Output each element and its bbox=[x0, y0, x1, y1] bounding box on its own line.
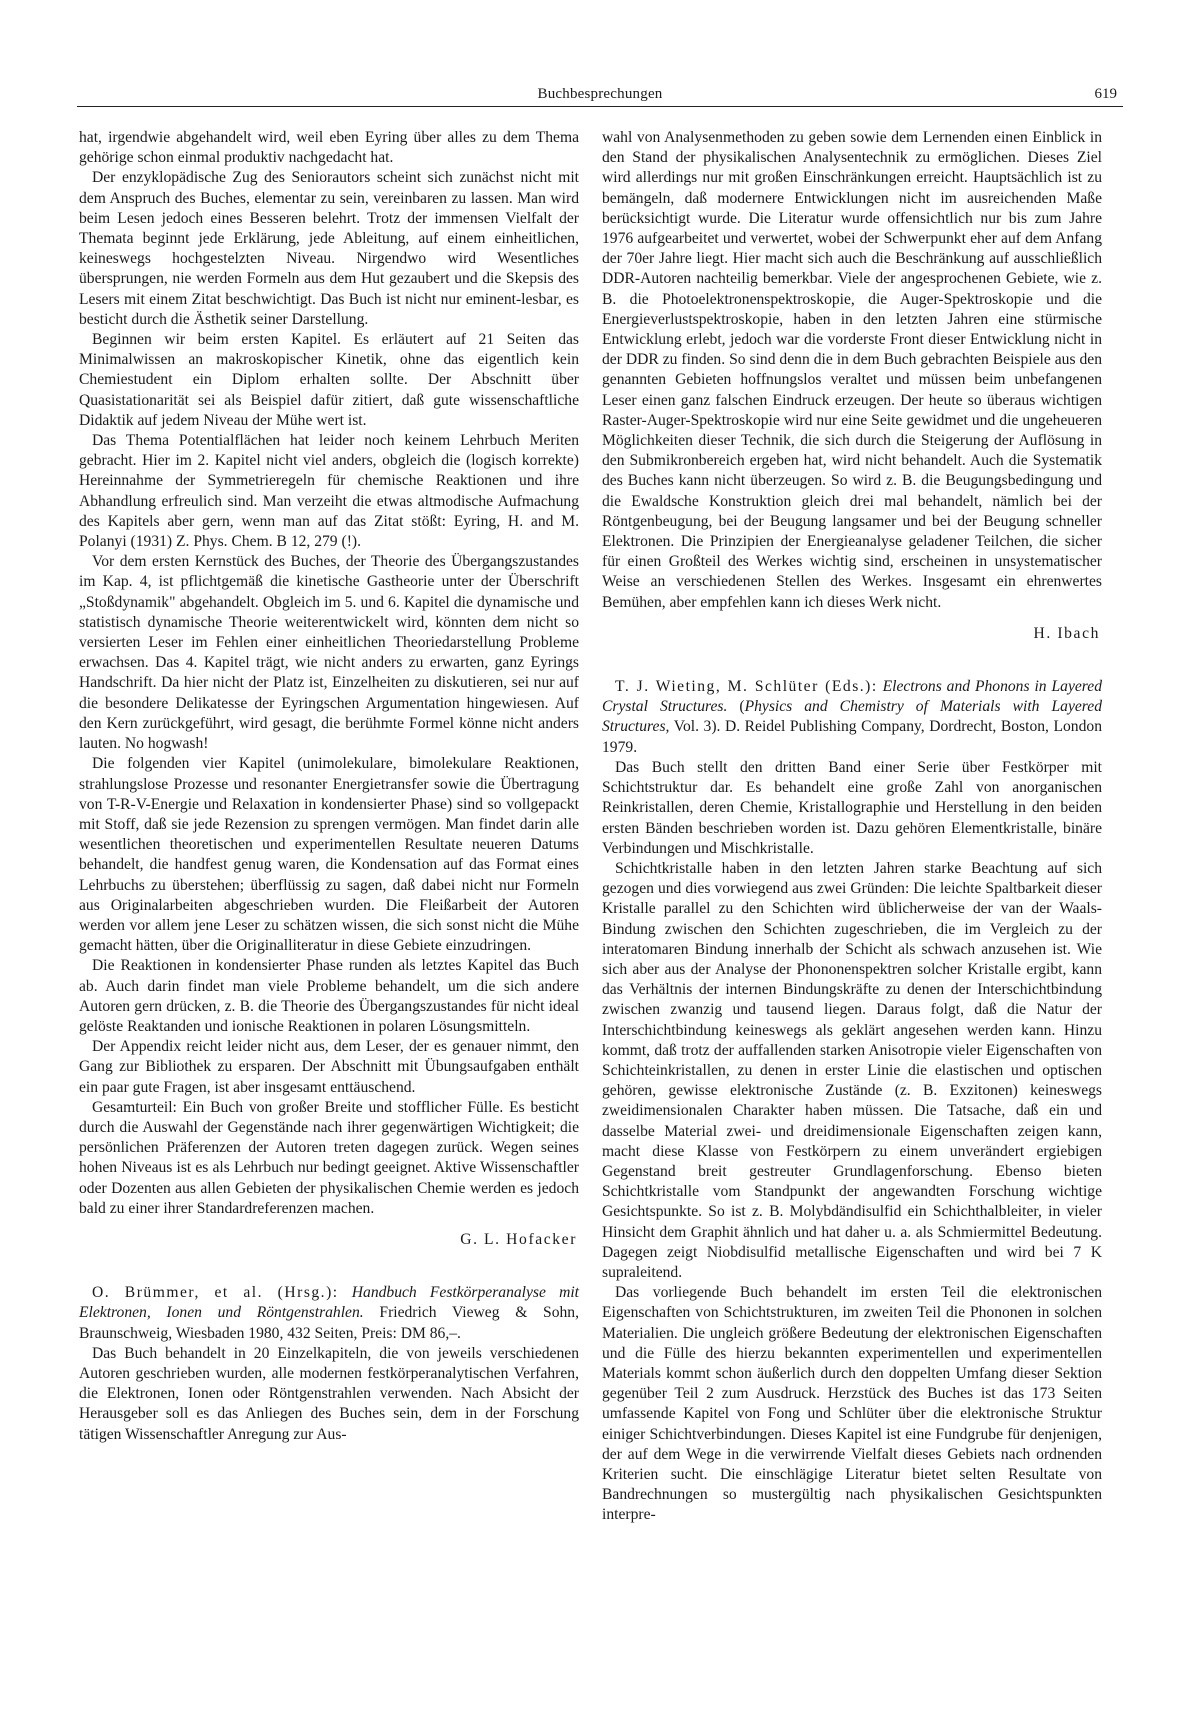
book-series: Physics and Chemistry of Materials with Layered Structures, bbox=[602, 698, 1103, 736]
review2-paragraph: wahl von Analysenmethoden zu geben sowie dem Lernenden einen Einblick in den Stand der physikalischen Analysentechnik zu ermöglichen. Dieses Ziel wird allerdings nur mit großen Einschränkungen erreicht. Hauptsächlich ist zu bemängeln, daß modernere Entwicklungen nicht im ausreichenden Maße berücksichtigt wurde. Die Literatur wurde offensichtlich nur bis zum Jahre 1976 aufgearbeitet und verwertet, wobei der Schwerpunkt eher auf dem Anfang der 70er Jahre liegt. Hier macht sich auch die Beschränkung auf ausschließlich DDR-Autoren nachteilig bemerkbar. Viele der angesprochenen Gebiete, wie z. B. die Photoelektronenspektroskopie, die Auger-Spektroskopie und die Energieverlustspektroskopie, haben in den letzten Jahren eine stürmische Entwicklung erlebt, jedoch war die vorderste Front dieser Entwicklung nicht in der DDR zu finden. So sind denn die in dem Buch gebrachten Beispiele aus den genannten Gebieten hoffnungslos veraltet und müssen beim unbefangenen Leser einen ganz falschen Eindruck erzeugen. Der heute so überaus wichtigen Raster-Auger-Spektroskopie wird nur eine Seite gewidmet und die ungeheueren Möglichkeiten dieser Technik, die sich durch die Steigerung der Auflösung in den Submikronbereich ergeben hat, wird nicht behandelt. Auch die Systematik des Buches kann nicht überzeugen. So wird z. B. die Beugungsbedingung und die Ewaldsche Konstruktion gleich drei mal behandelt, nämlich bei der Röntgenbeugung, bei der Beugung langsamer und bei der Beugung schneller Elektronen. Die Prinzipien der Energieanalyse geladener Teilchen, die sicher für einen Großteil des Werkes wichtig sind, erscheinen in unsystematischer Weise an verschiedenen Stellen des Werkes. Insgesamt ein ehrenwertes Bemühen, aber empfehlen kann ich dieses Werk nicht. bbox=[602, 129, 1102, 611]
right-column bbox=[602, 128, 1102, 1526]
book-citation bbox=[602, 677, 1102, 758]
book-publisher: Friedrich Vieweg & Sohn, Braunschweig, Wiesbaden 1980, 432 Seiten, Preis: DM 86,–. bbox=[79, 1304, 579, 1342]
review3-paragraph: Das vorliegende Buch behandelt im ersten Teil die elektronischen Eigenschaften von Schichtstrukturen, im zweiten Teil die Phononen in solchen Materialien. Die ungleich größere Bedeutung der elektronischen Eigenschaften und die Fülle des hierzu bekannten experimentellen und experimentellen Materials kommt schon äußerlich durch den doppelten Umfang dieser Sektion gegenüber Teil 2 zum Ausdruck. Herzstück des Buches ist das 173 Seiten umfassende Kapitel von Fong und Schlüter über die elektronische Struktur einiger Schichtverbindungen. Dieses Kapitel ist eine Fundgrube für denjenigen, der auf dem Wege in die verwirrende Vielfalt dieses Gebiets nach ordnenden Kriterien sucht. Die einschlägige Literatur bietet selten Resultate von Bandrechnungen so mustergültig nach physikalischen Gesichtspunkten interpre- bbox=[602, 1284, 1102, 1524]
left-column bbox=[79, 128, 579, 1445]
review2-paragraph: Das Buch behandelt in 20 Einzelkapiteln, die von jeweils verschiedenen Autoren geschrieben wurden, alle modernen festkörperanalytischen Verfahren, die Elektronen, Ionen oder Röntgenstrahlen verwenden. Nach Absicht der Herausgeber soll es das Anliegen des Buches sein, dem in der Forschung tätigen Wissenschaftler Anregung zur Aus- bbox=[79, 1344, 579, 1443]
review1-paragraph: Vor dem ersten Kernstück des Buches, der Theorie des Übergangszustandes im Kap. 4, ist pflichtgemäß die kinetische Gastheorie unter der Überschrift „Stoßdynamik" abgehandelt. Obgleich im 5. und 6. Kapitel die dynamische und statistisch dynamische Theorie weiterentwickelt wird, könnten dem nicht so versierten Leser im Fehlen einer einheitlichen Theoriedarstellung Probleme erwachsen. Das 4. Kapitel trägt, wie nicht anders zu erwarten, ganz Eyrings Handschrift. Da hier nicht der Platz ist, Einzelheiten zu diskutieren, sei nur auf die besondere Delikatesse der Eyringschen Argumentation hingewiesen. Auf den Kern zurückgeführt, wird gesagt, die berühmte Formel könne nicht anders lauten. No hogwash! bbox=[79, 553, 579, 753]
review1-paragraph: Der enzyklopädische Zug des Seniorautors scheint sich zunächst nicht mit dem Anspruch des Buches, elementar zu sein, vereinbaren zu lassen. Man wird beim Lesen jedoch eines Besseren belehrt. Trotz der immensen Vielfalt der Themata beginnt jede Erklärung, jede Ableitung, auf einem einheitlichen, keineswegs hochgestelzten Niveau. Nirgendwo wird Wesentliches übersprungen, nie werden Formeln aus dem Hut gezaubert und die Skepsis des Lesers mit einem Zitat beschwichtigt. Das Buch ist nicht nur eminent-lesbar, es besticht durch die Ästhetik seiner Darstellung. bbox=[79, 169, 579, 328]
review1-paragraph: Der Appendix reicht leider nicht aus, dem Leser, der es genauer nimmt, den Gang zur Bibliothek zu ersparen. Der Abschnitt mit Übungsaufgaben enthält ein paar gute Fragen, ist aber insgesamt enttäuschend. bbox=[79, 1038, 579, 1096]
book-authors: T. J. Wieting, M. Schlüter (Eds.): bbox=[615, 678, 878, 696]
reviewer-signature: G. L. Hofacker bbox=[460, 1230, 577, 1248]
review1-paragraph: Die folgenden vier Kapitel (unimolekulare, bimolekulare Reaktionen, strahlungslose Prozesse und resonanter Energietransfer sowie die Übertragung von T-R-V-Energie und Relaxation in kondensierter Phase) sind so vollgepackt mit Stoff, daß sie jede Rezension zu sprengen vermögen. Man findet darin alle wesentlichen theoretischen und experimentellen Resultate neueren Datums behandelt, die handfest genug waren, die Kondensation auf das Format eines Lehrbuchs zu überstehen; überflüssig zu sagen, daß dabei nicht nur Formeln aus Originalarbeiten abgeschrieben wurden. Die Fleißarbeit der Autoren werden vor allem jene Leser zu schätzen wissen, die sich sonst nicht die Mühe gemacht hätten, über die Originalliteratur in diese Gebiete einzudringen. bbox=[79, 755, 579, 955]
book-publisher: Vol. 3). D. Reidel Publishing Company, Dordrecht, Boston, London 1979. bbox=[602, 718, 1102, 756]
page-number: 619 bbox=[1094, 86, 1117, 102]
reviewer-signature: H. Ibach bbox=[1033, 624, 1100, 642]
book-title: Electrons and Phonons in Layered Crystal Structures. bbox=[602, 678, 1102, 716]
review1-paragraph: Beginnen wir beim ersten Kapitel. Es erläutert auf 21 Seiten das Minimalwissen an makroskopischer Kinetik, ohne das eigentlich kein Chemiestudent ein Diplom erhalten sollte. Der Abschnitt über Quasistationarität sei als Beispiel dafür zitiert, daß gute wissenschaftliche Didaktik auf jedem Niveau der Mühe wert ist. bbox=[79, 331, 579, 429]
book-citation bbox=[79, 1283, 579, 1344]
review1-paragraph: Das Thema Potentialflächen hat leider noch keinem Lehrbuch Meriten gebracht. Hier im 2. Kapitel nicht viel anders, obgleich die (logisch korrekte) Hereinnahme der Symmetrieregeln für chemische Reaktionen und ihre Abhandlung erfreulich sind. Man verzeiht die etwas altmodische Aufmachung des Kapitels aber gern, wenn man auf das Zitat stößt: Eyring, H. and M. Polanyi (1931) Z. Phys. Chem. B 12, 279 (!). bbox=[79, 432, 579, 551]
book-title: Handbuch Festkörperanalyse mit Elektronen, Ionen und Röntgenstrahlen. bbox=[79, 1284, 579, 1322]
review3-paragraph: Das Buch stellt den dritten Band einer Serie über Festkörper mit Schichtstruktur dar. Es behandelt eine große Zahl von anorganischen Reinkristallen, deren Chemie, Kristallographie und Herstellung in den beiden ersten Bänden beschrieben worden ist. Dazu gehören Elementkristalle, binäre Verbindungen und Mischkristalle. bbox=[602, 758, 1102, 857]
review1-paragraph: hat, irgendwie abgehandelt wird, weil eben Eyring über alles zu dem Thema gehörige schon einmal produktiv nachgedacht hat. bbox=[79, 129, 579, 167]
review3-paragraph: Schichtkristalle haben in den letzten Jahren starke Beachtung auf sich gezogen und dies vorwiegend aus zwei Gründen: Die leichte Spaltbarkeit dieser Kristalle parallel zu den Schichten wird üblicherweise der van der Waals-Bindung zwischen den Schichten zugeschrieben, die im Vergleich zu der interatomaren Bindung innerhalb der Schicht als schwach anzusehen ist. Wie sich aber aus der Analyse der Phononenspektren solcher Kristalle ergibt, kann das Verhältnis der internen Bindungskräfte zu denen der Interschichtbindung zwischen zwanzig und tausend liegen. Daraus folgt, daß die Natur der Interschichtbindung keineswegs als geklärt angesehen werden kann. Hinzu kommt, daß trotz der auffallenden starken Anisotropie vieler Eigenschaften von Schichteinkristallen, zu denen in erster Linie die elastischen und optischen gehören, gewisse elektronische Zustände (z. B. Exzitonen) keineswegs zweidimensionalen Charakter haben müssen. Die Tatsache, daß ein und dasselbe Material zwei- und dreidimensionale Eigenschaften zeigen kann, macht diese Klasse von Festkörpern zu einem unverändert ergiebigen Gegenstand breit gestreuter Grundlagenforschung. Ebenso bieten Schichtkristalle vom Standpunkt der angewandten Forschung wichtige Gesichtspunkte. So ist z. B. Molybdändisulfid ein Schichthalbleiter, in vieler Hinsicht dem Graphit ähnlich und hat daher u. a. als Schmiermittel Bedeutung. Dagegen zeigt Niobdisulfid metallische Eigenschaften und wird bei 7 K supraleitend. bbox=[602, 859, 1102, 1281]
review1-paragraph: Gesamturteil: Ein Buch von großer Breite und stofflicher Fülle. Es besticht durch die Auswahl der Gegenstände nach ihrer gegenwärtigen Wichtigkeit; die persönlichen Präferenzen der Autoren treten dagegen zurück. Wegen seines hohen Niveaus ist es als Lehrbuch nur bedingt geeignet. Aktive Wissenschaftler oder Dozenten aus allen Gebieten der physikalischen Chemie werden es jedoch bald zu einer ihrer Standardreferenzen machen. bbox=[79, 1098, 579, 1217]
running-header bbox=[77, 84, 1123, 107]
series-open-paren: ( bbox=[739, 698, 745, 716]
book-authors: O. Brümmer, et al. (Hrsg.): bbox=[92, 1284, 339, 1302]
review1-paragraph: Die Reaktionen in kondensierter Phase runden als letztes Kapitel das Buch ab. Auch darin findet man viele Probleme behandelt, um die sich andere Autoren gern drücken, z. B. die Theorie des Übergangszustandes für nicht ideal gelöste Reaktanden und ionische Reaktionen in polaren Lösungsmitteln. bbox=[79, 957, 579, 1035]
section-title: Buchbesprechungen bbox=[537, 86, 663, 102]
